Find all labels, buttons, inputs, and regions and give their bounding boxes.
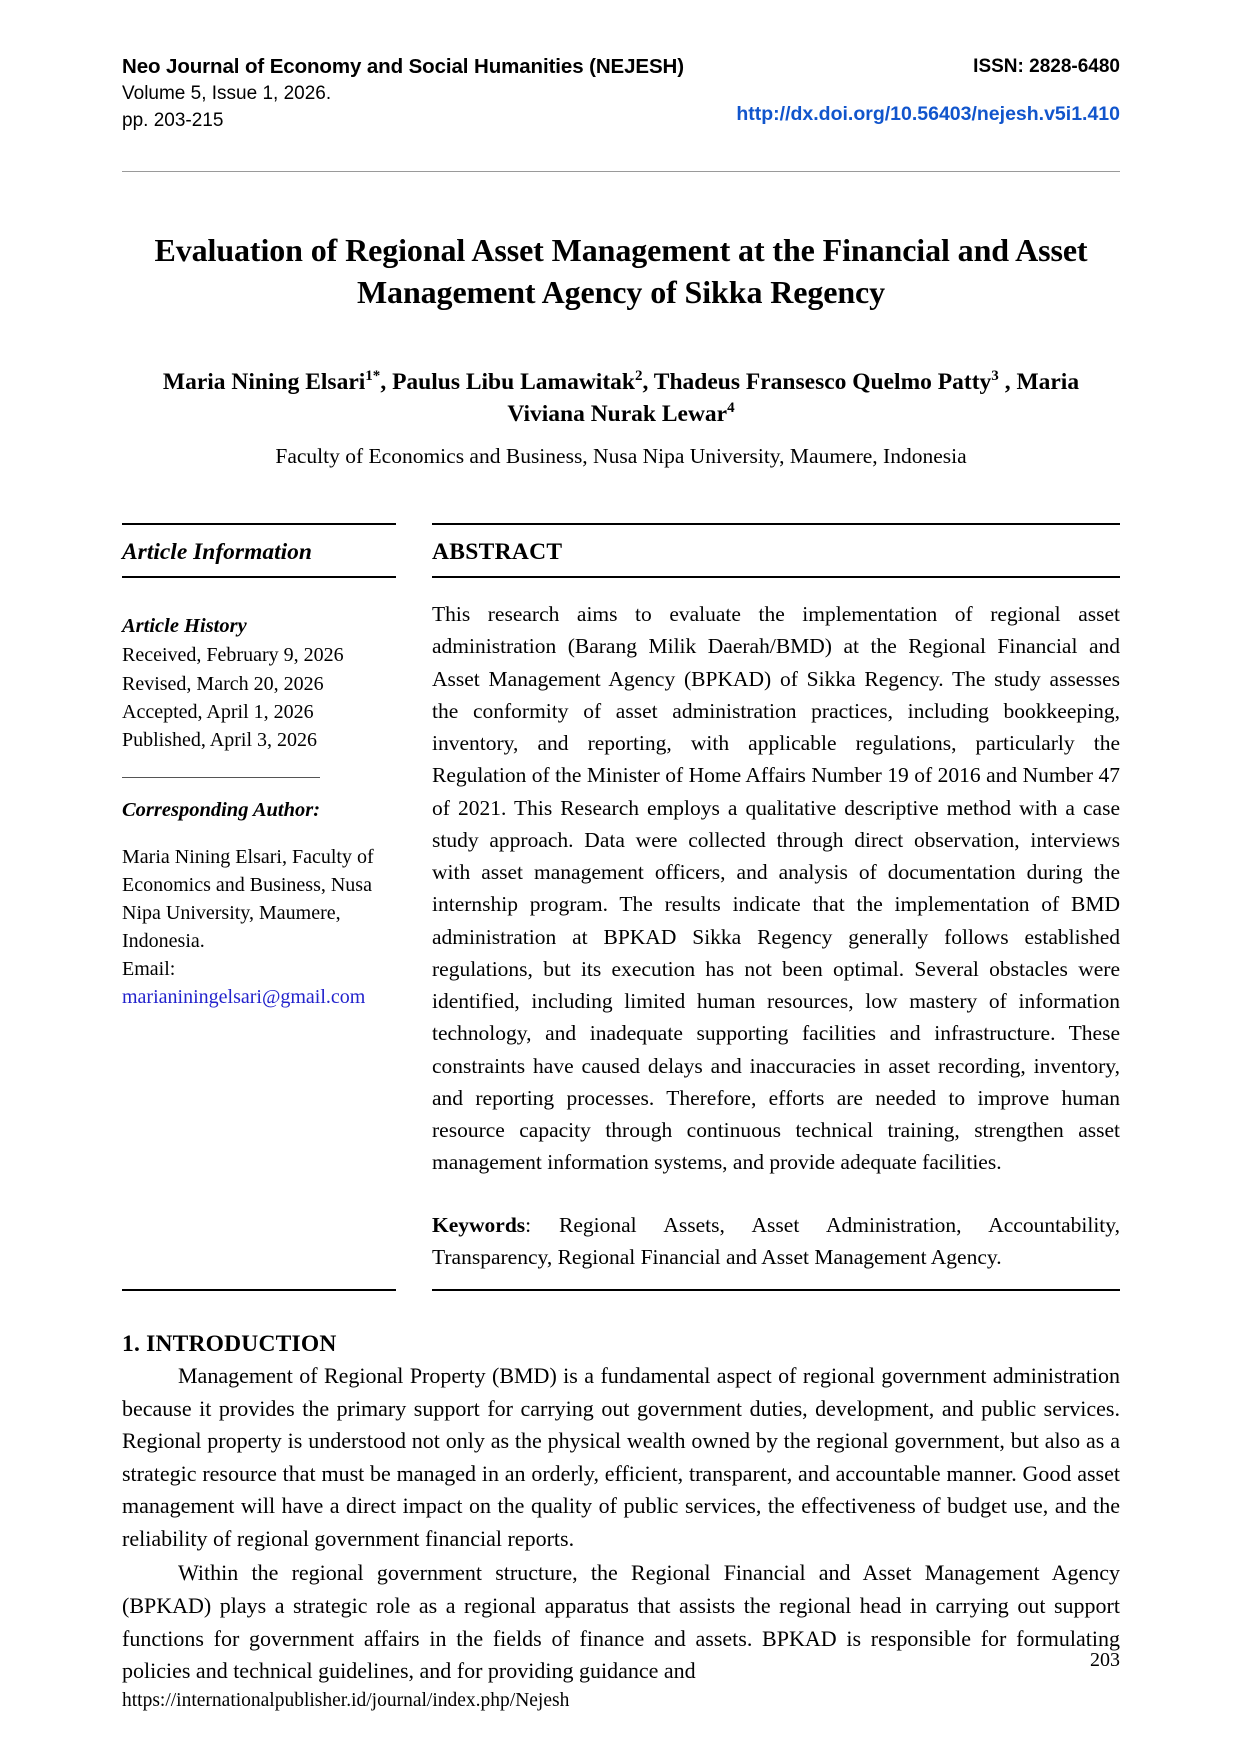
keywords-line [432, 1209, 1120, 1274]
author-affiliation: Faculty of Economics and Business, Nusa Nipa University, Maumere, Indonesia [275, 444, 967, 469]
article-history-dates [122, 641, 396, 755]
masthead-left [122, 52, 684, 135]
abstract-header [432, 523, 1120, 578]
page-range-line: pp. 203-215 [122, 110, 224, 132]
info-abstract-block [122, 523, 1120, 1273]
doi-link[interactable]: http://dx.doi.org/10.56403/nejesh.v5i1.410 [736, 102, 1120, 125]
section-heading-introduction: 1. INTRODUCTION [122, 1331, 337, 1358]
volume-issue-line: Volume 5, Issue 1, 2026. [122, 83, 332, 105]
article-history-label: Article History [122, 615, 247, 638]
issn-label: ISSN: 2828-6480 [973, 56, 1120, 77]
keywords-text: : Regional Assets, Asset Administration, Accountability, Transparency, Regional Financial and Asset Management Agency. [432, 1212, 1120, 1269]
history-accepted: Accepted, April 1, 2026 [122, 701, 314, 724]
abstract-heading: ABSTRACT [432, 539, 563, 566]
article-information-body [122, 578, 396, 1011]
masthead [122, 52, 1120, 135]
bottom-rule-right [432, 1289, 1120, 1291]
history-revised: Revised, March 20, 2026 [122, 672, 324, 695]
article-information-column [122, 523, 396, 1273]
email-label: Email: [122, 957, 176, 980]
article-information-separator [122, 777, 320, 778]
page-number: 203 [1090, 1649, 1120, 1671]
page-title: Evaluation of Regional Asset Management at the Financial and Asset Management Agency of Sikka Regency [154, 232, 1088, 310]
corresponding-author-email[interactable]: marianiningelsari@gmail.com [122, 985, 366, 1008]
journal-name: Neo Journal of Economy and Social Humanities (NEJESH) [122, 55, 684, 78]
footer-journal-url: https://internationalpublisher.id/journal/index.php/Nejesh [122, 1690, 570, 1711]
corresponding-author-label: Corresponding Author: [122, 798, 321, 821]
bottom-rule-left [122, 1289, 396, 1291]
masthead-right [736, 52, 1120, 129]
abstract-block-bottom-rules [122, 1289, 1120, 1291]
introduction-paragraph-1: Management of Regional Property (BMD) is a fundamental aspect of regional government administration because it provides the primary support for carrying out government duties, development, and public services. Regional property is understood not only as the physical wealth owned by the regional government, but also as a strategic resource that must be managed in an orderly, efficient, transparent, and accountable manner. Good asset management will have a direct impact on the quality of public services, the effectiveness of budget use, and the reliability of regional government financial reports. [122, 1363, 1120, 1551]
history-published: Published, April 3, 2026 [122, 729, 318, 752]
bottom-rule-gap [396, 1289, 432, 1291]
author-list: Maria Nining Elsari$^{1*}$, Paulus Libu Lamawitak$^2$, Thadeus Fransesco Quelmo Patty$^3$ , Maria Viviana Nurak Lewar$^4$ [162, 368, 1080, 427]
article-information-heading: Article Information [122, 539, 312, 566]
column-gap [396, 523, 432, 1273]
masthead-divider [122, 171, 1120, 172]
article-information-header [122, 523, 396, 578]
abstract-column [432, 523, 1120, 1273]
history-received: Received, February 9, 2026 [122, 644, 344, 667]
corresponding-author-text: Maria Nining Elsari, Faculty of Economics and Business, Nusa Nipa University, Maumere, Indonesia. [122, 845, 374, 952]
keywords-label: Keywords [432, 1212, 526, 1237]
introduction-paragraph-2: Within the regional government structure, the Regional Financial and Asset Management Agency (BPKAD) plays a strategic role as a regional apparatus that assists the regional head in carrying out support functions for government affairs in the fields of finance and assets. BPKAD is responsible for formulating policies and technical guidelines, and for providing guidance and [122, 1560, 1120, 1684]
abstract-text: This research aims to evaluate the implementation of regional asset administration (Barang Milik Daerah/BMD) at the Regional Financial and Asset Management Agency (BPKAD) of Sikka Regency. The study assesses the conformity of asset administration practices, including bookkeeping, inventory, and reporting, with applicable regulations, particularly the Regulation of the Minister of Home Affairs Number 19 of 2016 and Number 47 of 2021. This Research employs a qualitative descriptive method with a case study approach. Data were collected through direct observation, interviews with asset management officers, and analysis of documentation during the internship program. The results indicate that the implementation of BMD administration at BPKAD Sikka Regency generally follows established regulations, but its execution has not been optimal. Several obstacles were identified, including limited human resources, low mastery of information technology, and inadequate supporting facilities and infrastructure. These constraints have caused delays and inaccuracies in asset recording, inventory, and reporting processes. Therefore, efforts are needed to improve human resource capacity through continuous technical training, strengthen asset management information systems, and provide adequate facilities. [432, 602, 1120, 1175]
